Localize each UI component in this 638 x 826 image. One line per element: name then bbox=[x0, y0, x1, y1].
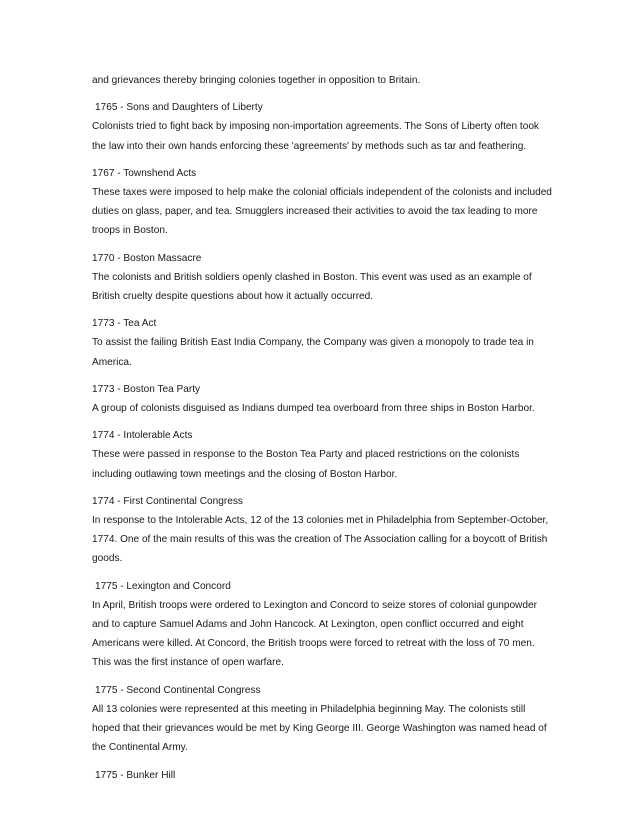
entry-body: All 13 colonies were represented at this meeting in Philadelphia beginning May. The colonists still hoped that their grievances would be met by King George III. George Washington was named head of the Continental Army. bbox=[92, 703, 547, 754]
entry-body: A group of colonists disguised as Indians dumped tea overboard from three ships in Boston Harbor. bbox=[92, 403, 535, 415]
entry-title: 1767 - Townshend Acts bbox=[92, 167, 197, 179]
entry-title: 1775 - Bunker Hill bbox=[95, 769, 176, 781]
document-body bbox=[92, 71, 552, 793]
entry-title: 1773 - Boston Tea Party bbox=[92, 383, 201, 395]
entry-title: 1774 - First Continental Congress bbox=[92, 495, 243, 507]
entry-title: 1765 - Sons and Daughters of Liberty bbox=[95, 102, 263, 114]
entry-body: To assist the failing British East India Company, the Company was given a monopoly to trade tea in America. bbox=[92, 337, 534, 368]
entry-tea-act bbox=[92, 314, 552, 372]
entry-sons-of-liberty bbox=[92, 98, 552, 156]
entry-body: These were passed in response to the Boston Tea Party and placed restrictions on the colonists including outlawing town meetings and the closing of Boston Harbor. bbox=[92, 449, 520, 480]
entry-boston-tea-party bbox=[92, 380, 552, 418]
entry-first-continental-congress bbox=[92, 492, 552, 569]
entry-body: The colonists and British soldiers openly clashed in Boston. This event was used as an example of British cruelty despite questions about how it actually occurred. bbox=[92, 271, 532, 303]
entry-title: 1775 - Second Continental Congress bbox=[95, 684, 261, 696]
entry-townshend-acts bbox=[92, 164, 552, 241]
entry-title: 1775 - Lexington and Concord bbox=[95, 580, 231, 592]
entry-title: 1773 - Tea Act bbox=[92, 318, 157, 330]
entry-second-continental-congress bbox=[92, 681, 552, 758]
entry-title: 1770 - Boston Massacre bbox=[92, 252, 202, 264]
intro-paragraph: and grievances thereby bringing colonies together in opposition to Britain. bbox=[92, 75, 421, 86]
entry-body: In response to the Intolerable Acts, 12 of the 13 colonies met in Philadelphia from September-October, 1774. One of the main results of this was the creation of The Association calling for a boycott of British goods. bbox=[92, 515, 549, 565]
entry-body: In April, British troops were ordered to Lexington and Concord to seize stores of colonial gunpowder and to capture Samuel Adams and John Hancock. At Lexington, open conflict occurred and eight Americans were killed. At Concord, the British troops were forced to retreat with the loss of 70 men. This was the first instance of open warfare. bbox=[92, 599, 537, 669]
entry-lexington-and-concord bbox=[92, 577, 552, 673]
entry-body: Colonists tried to fight back by imposing non-importation agreements. The Sons of Liberty often took the law into their own hands enforcing these 'agreements' by methods such as tar and feathering. bbox=[92, 121, 539, 152]
entry-boston-massacre bbox=[92, 249, 552, 307]
entry-bunker-hill bbox=[92, 766, 552, 785]
entry-title: 1774 - Intolerable Acts bbox=[92, 430, 193, 442]
entry-body: These taxes were imposed to help make the colonial officials independent of the colonists and included duties on glass, paper, and tea. Smugglers increased their activities to avoid the tax leading to more troops in Boston. bbox=[92, 187, 552, 237]
entry-intolerable-acts bbox=[92, 426, 552, 484]
